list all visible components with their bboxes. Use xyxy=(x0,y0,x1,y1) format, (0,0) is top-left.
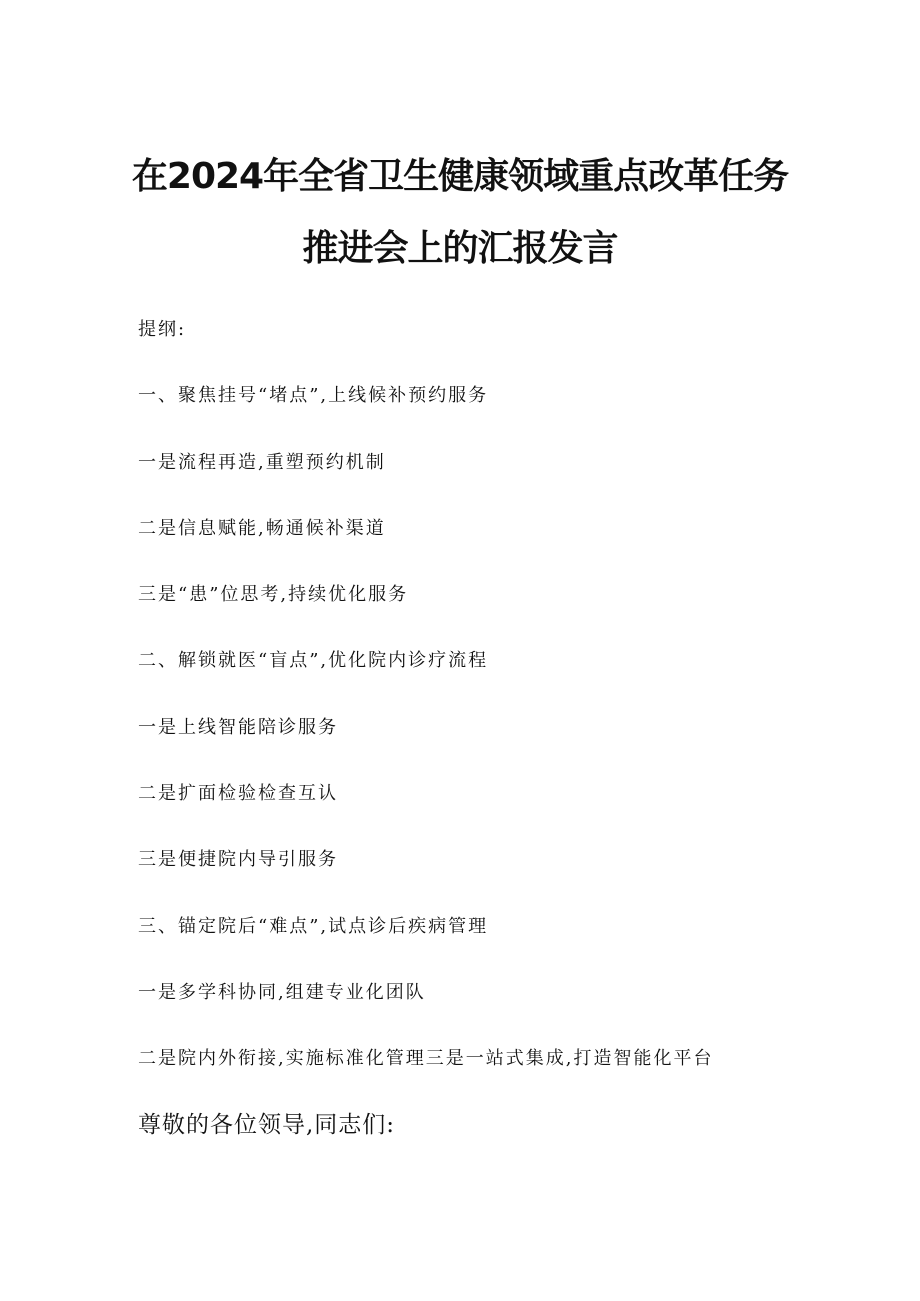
document-title-line-1: 在2024年全省卫生健康领域重点改革任务 xyxy=(131,156,789,197)
outline-subitem: 一是流程再造,重塑预约机制 xyxy=(138,451,386,473)
outline-heading-2: 二、解锁就医“盲点”,优化院内诊疗流程 xyxy=(138,650,489,672)
outline-label: 提纲: xyxy=(138,319,187,340)
outline-subitem: 二是扩面检验检查互认 xyxy=(138,783,338,805)
salutation: 尊敬的各位领导,同志们: xyxy=(138,1112,396,1138)
outline-subitem: 三是便捷院内导引服务 xyxy=(138,849,338,871)
outline-subitem: 三是“患”位思考,持续优化服务 xyxy=(138,584,409,606)
outline-list xyxy=(138,314,878,1110)
outline-subitem: 二是院内外衔接,实施标准化管理三是一站式集成,打造智能化平台 xyxy=(138,1048,714,1070)
outline-subitem: 二是信息赋能,畅通候补渠道 xyxy=(138,517,386,539)
outline-heading-3: 三、锚定院后“难点”,试点诊后疾病管理 xyxy=(138,915,489,937)
outline-subitem: 一是多学科协同,组建专业化团队 xyxy=(138,981,426,1003)
outline-heading-1: 一、聚焦挂号“堵点”,上线候补预约服务 xyxy=(138,385,489,407)
outline-subitem: 一是上线智能陪诊服务 xyxy=(138,716,338,738)
document-title-line-2: 推进会上的汇报发言 xyxy=(302,228,618,269)
